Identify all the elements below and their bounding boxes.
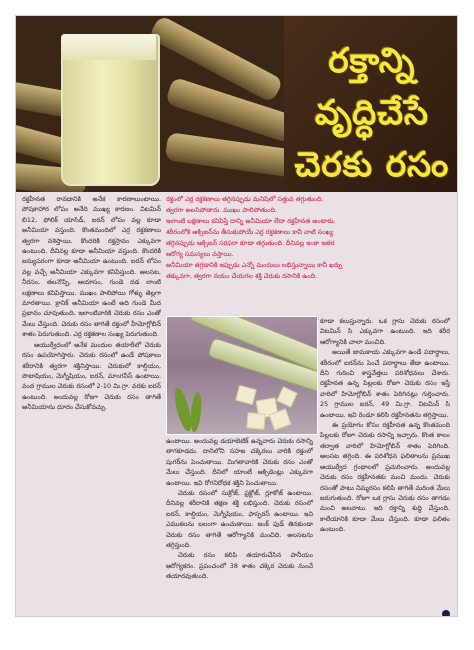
paragraph: అయితే జామకాయ ఎక్కువగా ఉండే పదార్థాలు, శరీరంలో ఐరన్‌ను పెంచే పదార్థాలు తేడా ఉంటాయి. దీని గురించి శాస్త్రవేత్తలు పరిశోధనలు చేశారు. రక్తహీనత ఉన్న పిల్లలకు రోజూ చెరుకు రసం ఇస్తే వారిలో హిమోగ్లోబిన్ శాతం పెరిగినట్లు గుర్తించారు. 25 గ్రాముల ఐరన్, 49 మి.గ్రా. విటమిన్ సి ఉంటాయి. ఇవి రెండూ కలిసి రక్తహీనతను తగ్గిస్తాయి.	[320, 348, 450, 419]
intro-line: రక్తంలో ఎర్ర రక్తకణాలు తగ్గినప్పుడు మనిషిలో సత్తువ తగ్గుతుంది.	[166, 195, 324, 203]
paragraph: చెరుకు రసంలో సుక్రోజ్, ఫ్రక్టోజ్, గ్లూకోజ్ ఉంటాయి. దీనివల్ల శరీరానికి తక్షణ శక్తి లభిస్తుంది. చెరుకు రసంలో ఐరన్, కాల్షియం, మెగ్నీషియం, ఫాస్ఫరస్ ఉంటాయి. ఇవి ఎముకలను బలంగా ఉంచుతాయి. జంక్ ఫుడ్ తినకుండా చెరుకు రసం తాగితే ఆరోగ్యానికి మంచిది. అలసటను తగ్గిస్తుంది.	[166, 489, 313, 550]
headline-line-1: రక్తాన్ని	[328, 41, 416, 81]
paragraph: ఈ ప్రయోగం కోసం రక్తహీనత ఉన్న కొంతమంది పిల్లలకు రోజూ చెరుకు రసాన్ని ఇచ్చారు. కొంత కాలం తర్వాత వారిలో హిమోగ్లోబిన్ శాతం పెరిగింది. అలసట తగ్గింది. ఈ పరిశోధన ఫలితాలను ప్రముఖ ఆయుర్వేద గ్రంథాలలో ప్రచురించారు. అందువల్ల చెరుకు రసం రక్తహీనతకు మంచి మందు. చెరుకు రసంతో పాటు నిమ్మరసం కలిపి తాగితే మరింత మేలు జరుగుతుంది. రోజూ ఒక గ్లాసు చెరుకు రసం తాగడం మంచి అలవాటు. ఇది రక్తాన్ని శుద్ధి చేస్తుంది. కాలేయానికి కూడా మేలు చేస్తుంది. కూడా ఫలితం ఉంటుంది.	[320, 421, 450, 534]
column-right	[320, 316, 450, 612]
headline-line-2: వృద్ధిచేసే	[315, 93, 429, 133]
intro-band	[166, 194, 456, 314]
sugarcane-photo	[16, 16, 286, 192]
intro-line: అనీమియా తగ్గడానికి ఇప్పుడు ఎన్నో మందులు లభిస్తున్నాయి కానీ ఖర్చు	[166, 261, 343, 269]
end-marker-icon	[442, 610, 450, 617]
intro-line: తక్కువగా, త్వరగా నయం చేయగల శక్తి చెరుకు రసానికి ఉంది.	[166, 272, 318, 280]
intro-line: శరీరంలోకి ఆక్సిజన్‌ను తీసుకుపోయే ఎర్ర రక్తకణాలు కానీ వాటి సంఖ్య	[166, 228, 334, 236]
glass-foam	[61, 34, 156, 60]
intro-line: తగ్గినప్పుడు ఆక్సిజన్ సరఫరా కూడా తగ్గుతుంది. దీనివల్ల ఇంకా ఇతర	[166, 239, 335, 247]
column-left	[22, 194, 161, 612]
intro-line: త్వరగా అలసిపోతారు. ముఖం పాలిపోతుంది.	[166, 206, 278, 214]
paragraph: కూడా కలుస్తున్నారు. ఒక గ్లాసు చెరుకు రసంలో విటమిన్ సి ఎక్కువగా ఉంటుంది. ఇది శరీర ఆరోగ్యానికి చాలా మంచిది.	[320, 317, 450, 346]
sugarcane-pieces-photo	[166, 316, 318, 435]
paragraph: ఆయుర్వేదంలో అనేక మందుల తయారీలో చెరుకు రసం ఉపయోగిస్తారు. చెరుకు రసంలో ఉండే పోషకాలు శరీరానికి త్వరగా శక్తినిస్తాయి. చెరుకులో కాల్షియం, పొటాషియం, మెగ్నీషియం, ఐరన్, మాంగనీస్ ఉంటాయి. వంద గ్రాముల చెరుకు రసంలో 2-10 మి.గ్రా. వరకు ఐరన్ ఉంటుంది. అందువల్ల రోజూ చెరుకు రసం తాగితే అనీమియాను దూరం చేసుకోవచ్చు.	[22, 340, 161, 412]
intro-line: ఇలాంటి లక్షణాలు కనిపిస్తే దాన్ని అనీమియా లేదా రక్తహీనత అంటారు.	[166, 217, 336, 225]
paragraph: ఉంటాయి. అందువల్ల డయాబెటిక్ ఉన్నవారు చెరుకు రసాన్ని తాగకూడదు. దానిలోని సహజ చక్కెరలు వారికి రక్తంలో షుగర్‌ను పెంచుతాయి. మిగతావారికి చెరుకు రసం ఎంతో మేలు చేస్తుంది. దీనిలో యాంటీ ఆక్సిడెంట్లు ఎక్కువగా ఉంటాయి. ఇవి రోగనిరోధక శక్తిని పెంచుతాయి.	[166, 437, 313, 487]
intro-line: ఆరోగ్య సమస్యలు వస్తాయి.	[166, 250, 234, 258]
paragraph: చెరుకు రసం కలిపి తయారుచేసిన పానీయం ఆరోగ్యకరం. ప్రపంచంలో 38 శాతం చక్కెర చెరుకు నుంచే తయారవుతుంది.	[166, 551, 313, 581]
headline-line-3: చెరకు రసం	[294, 145, 450, 185]
header-banner	[16, 16, 457, 192]
paragraph: రక్తహీనత రావడానికి అనేక కారణాలుంటాయి. పోషకాహార లోపం అనేది ముఖ్య కారణం. విటమిన్ బి12, ఫోలిక్ యాసిడ్, ఐరన్ లోపం వల్ల కూడా అనీమియా వస్తుంది. కొంతమందిలో ఎర్ర రక్తకణాలు త్వరగా నశిస్తాయి. కొందరికి రక్తస్రావం ఎక్కువగా ఉంటుంది. దీనివల్ల కూడా అనీమియా వస్తుంది. కొందరికి జన్యుపరంగా కూడా అనీమియా ఉంటుంది. ఐరన్ లోపం వల్ల వచ్చే అనీమియా ఎక్కువగా కనిపిస్తుంది. అలసట, నీరసం, తలనొప్పి, ఆయాసం, గుండె దడ లాంటి లక్షణాలు కనిపిస్తాయి. ముఖం పాలిపోయి గోళ్ళు తెల్లగా మారతాయి. క్రానిక్ అనీమియా ఉంటే అది గుండె మీద ప్రభావం చూపుతుంది. ఇలాంటివారికి చెరుకు రసం ఎంతో మేలు చేస్తుంది. చెరుకు రసం తాగితే రక్తంలో హీమోగ్లోబిన్ శాతం పెరుగుతుంది. ఎర్ర రక్తకణాల సంఖ్య పెరుగుతుంది.	[22, 195, 161, 339]
column-middle	[166, 436, 313, 612]
newspaper-clipping	[15, 15, 458, 617]
